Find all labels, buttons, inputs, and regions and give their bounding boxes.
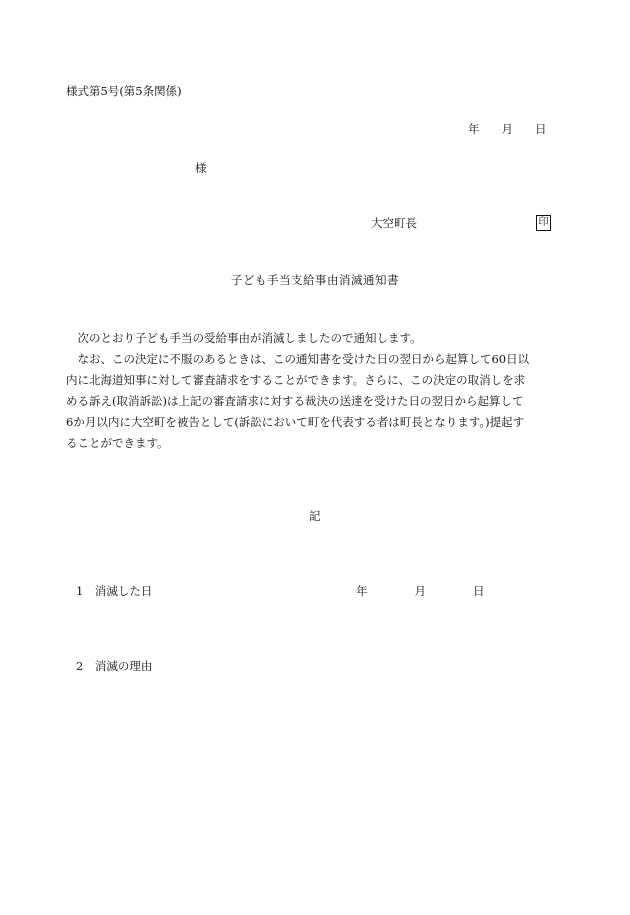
item-extinction-reason-label: 2 消滅の理由 [76,659,153,673]
day-label: 日 [535,122,547,136]
body-line: なお、この決定に不服のあるときは、この通知書を受けた日の翌日から起算して60日以 [66,352,530,366]
body-line: ることができます。 [66,436,169,450]
year-label: 年 [356,584,368,598]
year-label: 年 [468,122,480,136]
issue-date [468,124,547,136]
document-title: 子ども手当支給事由消滅通知書 [231,273,399,287]
day-label: 日 [473,584,485,598]
body-line: 次のとおり子ども手当の受給事由が消滅しましたので通知します。 [66,331,422,345]
body-line: 6か月以内に大空町を被告として(訴訟において町を代表する者は町長となります。)提起す [66,415,525,429]
item-extinction-date-label: 1 消滅した日 [76,584,153,598]
body-line: める訴え(取消訴訟)は上記の審査請求に対する裁決の送達を受けた日の翌日から起算して [66,394,524,408]
recipient-suffix: 様 [195,161,207,175]
seal-mark: 印 [536,215,551,231]
form-number: 様式第5号(第5条関係) [66,84,182,98]
ki-heading: 記 [309,509,321,523]
month-label: 月 [414,584,426,598]
item-extinction-date-field [356,586,485,598]
notice-body [66,328,555,454]
month-label: 月 [501,122,513,136]
issuer-name: 大空町長 [371,216,417,230]
body-line: 内に北海道知事に対して審査請求をすることができます。さらに、この決定の取消しを求 [66,373,526,387]
